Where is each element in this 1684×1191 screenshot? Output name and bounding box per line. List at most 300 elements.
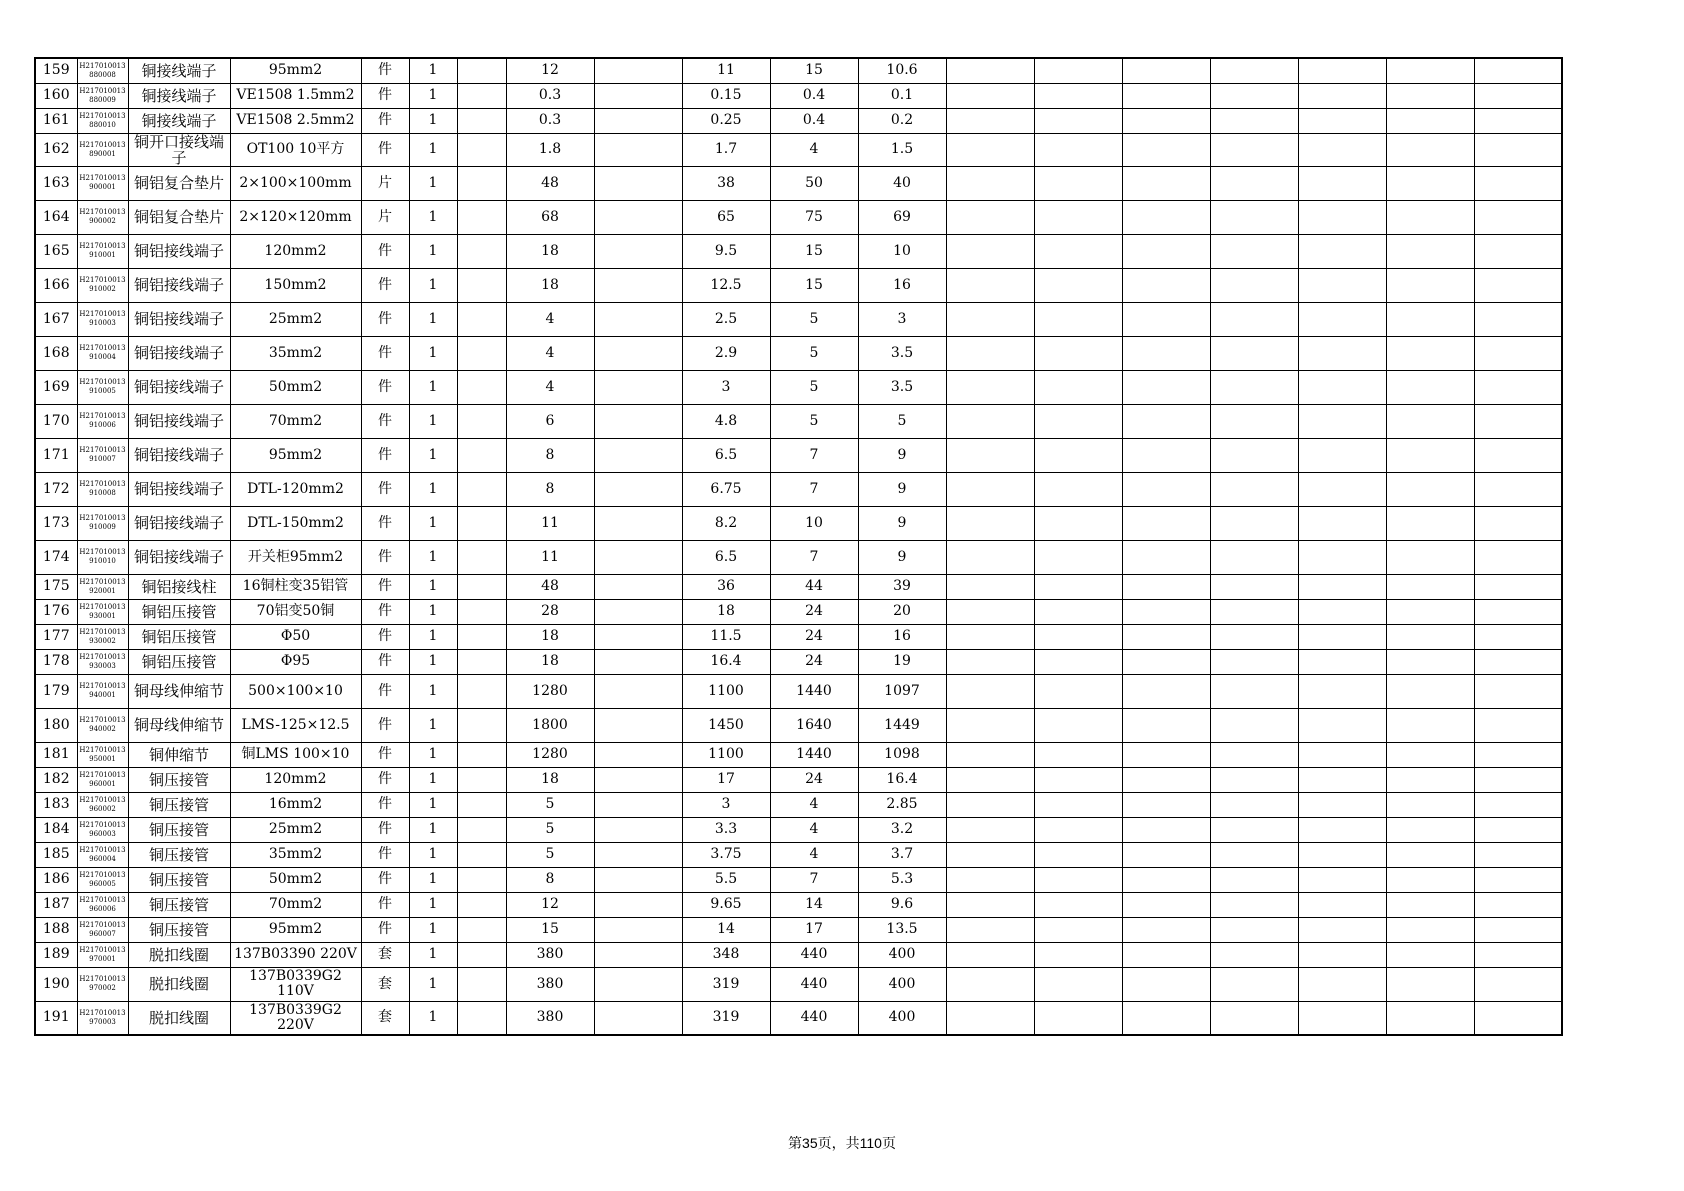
empty-cell — [1386, 767, 1474, 792]
empty-cell — [1474, 917, 1562, 942]
name-cell: 铜铝接线端子 — [128, 540, 230, 574]
empty-cell — [1122, 767, 1210, 792]
empty-cell — [594, 917, 682, 942]
price-col-4-cell: 1.7 — [682, 133, 770, 166]
price-col-6-cell: 16.4 — [858, 767, 946, 792]
empty-cell — [1210, 133, 1298, 166]
code-cell — [77, 268, 128, 302]
empty-cell — [594, 58, 682, 83]
empty-cell — [457, 540, 506, 574]
empty-cell — [1122, 234, 1210, 268]
code-cell — [77, 234, 128, 268]
spec-cell: 16铜柱变35铝管 — [230, 574, 361, 599]
price-col-4-cell: 11.5 — [682, 624, 770, 649]
price-col-2-cell: 18 — [506, 624, 594, 649]
qty-cell: 1 — [409, 649, 457, 674]
no-cell: 191 — [35, 1001, 77, 1035]
price-col-4-cell: 12.5 — [682, 268, 770, 302]
empty-cell — [1122, 166, 1210, 200]
empty-cell — [1210, 599, 1298, 624]
empty-cell — [1474, 108, 1562, 133]
price-col-6-cell: 69 — [858, 200, 946, 234]
no-cell: 187 — [35, 892, 77, 917]
empty-cell — [1386, 472, 1474, 506]
unit-cell: 件 — [361, 336, 409, 370]
spec-cell: 开关柜95mm2 — [230, 540, 361, 574]
empty-cell — [1210, 842, 1298, 867]
qty-cell: 1 — [409, 58, 457, 83]
name-cell: 铜铝接线端子 — [128, 472, 230, 506]
spec-cell: 500×100×10 — [230, 674, 361, 708]
empty-cell — [1210, 404, 1298, 438]
empty-cell — [1210, 268, 1298, 302]
empty-cell — [1122, 842, 1210, 867]
price-col-2-cell: 18 — [506, 767, 594, 792]
price-col-4-cell: 9.5 — [682, 234, 770, 268]
empty-cell — [1386, 58, 1474, 83]
price-col-4-cell: 6.75 — [682, 472, 770, 506]
empty-cell — [946, 58, 1034, 83]
price-col-5-cell: 5 — [770, 336, 858, 370]
qty-cell: 1 — [409, 234, 457, 268]
price-col-4-cell: 5.5 — [682, 867, 770, 892]
price-col-5-cell: 0.4 — [770, 108, 858, 133]
price-col-2-cell: 11 — [506, 540, 594, 574]
price-col-5-cell: 4 — [770, 133, 858, 166]
price-col-5-cell: 0.4 — [770, 83, 858, 108]
no-cell: 174 — [35, 540, 77, 574]
empty-cell — [457, 83, 506, 108]
no-cell: 176 — [35, 599, 77, 624]
empty-cell — [946, 649, 1034, 674]
name-cell: 铜铝压接管 — [128, 649, 230, 674]
code-text: H217010013910004 — [79, 344, 126, 361]
empty-cell — [1474, 336, 1562, 370]
price-col-6-cell: 9.6 — [858, 892, 946, 917]
empty-cell — [1298, 108, 1386, 133]
name-cell: 铜开口接线端子 — [128, 133, 230, 166]
code-text: H217010013970003 — [79, 1008, 126, 1026]
name-cell: 铜铝接线端子 — [128, 268, 230, 302]
code-text: H217010013880009 — [79, 86, 126, 104]
empty-cell — [1298, 942, 1386, 967]
empty-cell — [946, 574, 1034, 599]
empty-cell — [1386, 1001, 1474, 1035]
price-col-5-cell: 75 — [770, 200, 858, 234]
no-cell: 181 — [35, 742, 77, 767]
name-cell: 铜压接管 — [128, 792, 230, 817]
empty-cell — [1386, 742, 1474, 767]
unit-cell: 件 — [361, 767, 409, 792]
price-col-5-cell: 10 — [770, 506, 858, 540]
empty-cell — [1474, 200, 1562, 234]
spec-cell: Φ50 — [230, 624, 361, 649]
empty-cell — [1474, 404, 1562, 438]
empty-cell — [594, 234, 682, 268]
empty-cell — [1122, 83, 1210, 108]
empty-cell — [1122, 268, 1210, 302]
empty-cell — [946, 967, 1034, 1001]
code-cell — [77, 133, 128, 166]
price-col-4-cell: 6.5 — [682, 438, 770, 472]
empty-cell — [1122, 867, 1210, 892]
no-cell: 170 — [35, 404, 77, 438]
empty-cell — [1386, 624, 1474, 649]
code-cell — [77, 540, 128, 574]
empty-cell — [1122, 540, 1210, 574]
empty-cell — [1298, 767, 1386, 792]
empty-cell — [1386, 83, 1474, 108]
empty-cell — [946, 302, 1034, 336]
price-col-4-cell: 2.5 — [682, 302, 770, 336]
price-col-6-cell: 5.3 — [858, 867, 946, 892]
empty-cell — [1474, 867, 1562, 892]
no-cell: 167 — [35, 302, 77, 336]
price-col-5-cell: 5 — [770, 404, 858, 438]
page-footer — [0, 1133, 1684, 1153]
empty-cell — [946, 200, 1034, 234]
price-col-6-cell: 3.7 — [858, 842, 946, 867]
empty-cell — [946, 1001, 1034, 1035]
code-cell — [77, 438, 128, 472]
empty-cell — [1210, 674, 1298, 708]
unit-cell: 片 — [361, 166, 409, 200]
code-cell — [77, 404, 128, 438]
unit-cell: 件 — [361, 370, 409, 404]
empty-cell — [1298, 166, 1386, 200]
unit-cell: 件 — [361, 404, 409, 438]
no-cell: 182 — [35, 767, 77, 792]
code-cell — [77, 506, 128, 540]
empty-cell — [1210, 302, 1298, 336]
unit-cell: 件 — [361, 708, 409, 742]
empty-cell — [594, 599, 682, 624]
empty-cell — [457, 649, 506, 674]
price-col-2-cell: 48 — [506, 166, 594, 200]
price-col-5-cell: 440 — [770, 942, 858, 967]
footer-prefix: 第 — [788, 1136, 803, 1152]
empty-cell — [1474, 83, 1562, 108]
name-cell: 脱扣线圈 — [128, 1001, 230, 1035]
empty-cell — [1210, 867, 1298, 892]
empty-cell — [1034, 1001, 1122, 1035]
price-col-2-cell: 5 — [506, 792, 594, 817]
code-text: H217010013910007 — [79, 446, 126, 463]
price-col-4-cell: 3 — [682, 370, 770, 404]
code-text: H217010013960001 — [79, 770, 126, 788]
table-row — [35, 817, 1562, 842]
empty-cell — [946, 792, 1034, 817]
spec-cell: 95mm2 — [230, 917, 361, 942]
empty-cell — [946, 370, 1034, 404]
qty-cell: 1 — [409, 967, 457, 1001]
empty-cell — [594, 649, 682, 674]
price-col-4-cell: 1100 — [682, 674, 770, 708]
no-cell: 172 — [35, 472, 77, 506]
price-col-5-cell: 24 — [770, 649, 858, 674]
price-col-2-cell: 380 — [506, 1001, 594, 1035]
code-text: H217010013930002 — [79, 627, 126, 645]
code-text: H217010013910009 — [79, 514, 126, 531]
empty-cell — [1474, 817, 1562, 842]
unit-cell: 件 — [361, 892, 409, 917]
empty-cell — [946, 166, 1034, 200]
name-cell: 铜铝接线端子 — [128, 234, 230, 268]
empty-cell — [1210, 624, 1298, 649]
no-cell: 189 — [35, 942, 77, 967]
empty-cell — [1298, 708, 1386, 742]
spec-cell: 2×100×100mm — [230, 166, 361, 200]
price-col-6-cell: 10 — [858, 234, 946, 268]
no-cell: 175 — [35, 574, 77, 599]
price-col-4-cell: 3.3 — [682, 817, 770, 842]
empty-cell — [1034, 200, 1122, 234]
name-cell: 铜铝接线端子 — [128, 302, 230, 336]
empty-cell — [1386, 817, 1474, 842]
name-cell: 铜铝接线端子 — [128, 336, 230, 370]
spec-cell: 70mm2 — [230, 892, 361, 917]
empty-cell — [1034, 370, 1122, 404]
empty-cell — [1298, 842, 1386, 867]
spec-cell: 150mm2 — [230, 268, 361, 302]
unit-cell: 件 — [361, 867, 409, 892]
price-col-2-cell: 8 — [506, 472, 594, 506]
name-cell: 脱扣线圈 — [128, 942, 230, 967]
no-cell: 160 — [35, 83, 77, 108]
code-text: H217010013940002 — [79, 716, 126, 733]
empty-cell — [1210, 506, 1298, 540]
price-col-6-cell: 16 — [858, 624, 946, 649]
empty-cell — [1298, 234, 1386, 268]
unit-cell: 件 — [361, 506, 409, 540]
empty-cell — [1386, 599, 1474, 624]
empty-cell — [1034, 58, 1122, 83]
qty-cell: 1 — [409, 438, 457, 472]
price-col-2-cell: 4 — [506, 336, 594, 370]
code-text: H217010013900002 — [79, 208, 126, 225]
empty-cell — [1386, 166, 1474, 200]
price-col-6-cell: 9 — [858, 506, 946, 540]
spec-cell: 137B03390 220V — [230, 942, 361, 967]
price-col-2-cell: 12 — [506, 892, 594, 917]
empty-cell — [1298, 817, 1386, 842]
table-row — [35, 472, 1562, 506]
table-row — [35, 506, 1562, 540]
no-cell: 161 — [35, 108, 77, 133]
price-table — [34, 57, 1563, 1036]
no-cell: 159 — [35, 58, 77, 83]
name-cell: 铜铝接线柱 — [128, 574, 230, 599]
price-col-6-cell: 400 — [858, 942, 946, 967]
empty-cell — [1386, 108, 1474, 133]
empty-cell — [1386, 336, 1474, 370]
empty-cell — [457, 792, 506, 817]
name-cell: 铜母线伸缩节 — [128, 708, 230, 742]
empty-cell — [1298, 624, 1386, 649]
no-cell: 173 — [35, 506, 77, 540]
code-text: H217010013910006 — [79, 412, 126, 429]
code-text: H217010013960002 — [79, 795, 126, 813]
unit-cell: 件 — [361, 817, 409, 842]
price-col-6-cell: 3.5 — [858, 336, 946, 370]
empty-cell — [594, 108, 682, 133]
empty-cell — [594, 967, 682, 1001]
empty-cell — [594, 200, 682, 234]
empty-cell — [457, 817, 506, 842]
table-row — [35, 438, 1562, 472]
empty-cell — [1298, 574, 1386, 599]
no-cell: 183 — [35, 792, 77, 817]
empty-cell — [1298, 83, 1386, 108]
price-col-5-cell: 15 — [770, 234, 858, 268]
empty-cell — [1474, 472, 1562, 506]
price-col-4-cell: 36 — [682, 574, 770, 599]
empty-cell — [946, 268, 1034, 302]
unit-cell: 件 — [361, 234, 409, 268]
empty-cell — [946, 506, 1034, 540]
empty-cell — [1210, 1001, 1298, 1035]
empty-cell — [1210, 336, 1298, 370]
name-cell: 脱扣线圈 — [128, 967, 230, 1001]
empty-cell — [457, 268, 506, 302]
table-row — [35, 370, 1562, 404]
empty-cell — [1386, 302, 1474, 336]
unit-cell: 件 — [361, 842, 409, 867]
empty-cell — [1034, 336, 1122, 370]
price-col-2-cell: 1280 — [506, 742, 594, 767]
price-col-4-cell: 1450 — [682, 708, 770, 742]
code-cell — [77, 892, 128, 917]
empty-cell — [1386, 438, 1474, 472]
qty-cell: 1 — [409, 742, 457, 767]
qty-cell: 1 — [409, 108, 457, 133]
price-col-5-cell: 15 — [770, 268, 858, 302]
price-col-6-cell: 400 — [858, 1001, 946, 1035]
empty-cell — [1386, 268, 1474, 302]
empty-cell — [946, 942, 1034, 967]
empty-cell — [1210, 166, 1298, 200]
code-text: H217010013910005 — [79, 378, 126, 395]
no-cell: 177 — [35, 624, 77, 649]
empty-cell — [1210, 708, 1298, 742]
empty-cell — [946, 133, 1034, 166]
price-col-5-cell: 5 — [770, 302, 858, 336]
empty-cell — [1386, 917, 1474, 942]
code-text: H217010013930001 — [79, 602, 126, 620]
price-col-5-cell: 1440 — [770, 742, 858, 767]
empty-cell — [1474, 842, 1562, 867]
code-text: H217010013960005 — [79, 870, 126, 888]
qty-cell: 1 — [409, 917, 457, 942]
unit-cell: 件 — [361, 574, 409, 599]
qty-cell: 1 — [409, 867, 457, 892]
table-row — [35, 867, 1562, 892]
empty-cell — [594, 540, 682, 574]
empty-cell — [946, 917, 1034, 942]
empty-cell — [594, 867, 682, 892]
empty-cell — [594, 302, 682, 336]
code-text: H217010013960004 — [79, 845, 126, 863]
table-row — [35, 917, 1562, 942]
empty-cell — [1474, 742, 1562, 767]
no-cell: 168 — [35, 336, 77, 370]
empty-cell — [1474, 674, 1562, 708]
table-row — [35, 674, 1562, 708]
spec-cell: 70mm2 — [230, 404, 361, 438]
empty-cell — [1298, 867, 1386, 892]
table-row — [35, 336, 1562, 370]
name-cell: 铜铝压接管 — [128, 624, 230, 649]
empty-cell — [946, 336, 1034, 370]
empty-cell — [594, 942, 682, 967]
qty-cell: 1 — [409, 708, 457, 742]
empty-cell — [457, 942, 506, 967]
spec-cell: VE1508 1.5mm2 — [230, 83, 361, 108]
code-text: H217010013880008 — [79, 61, 126, 79]
empty-cell — [1474, 370, 1562, 404]
empty-cell — [594, 892, 682, 917]
empty-cell — [594, 472, 682, 506]
empty-cell — [1386, 200, 1474, 234]
empty-cell — [1298, 200, 1386, 234]
price-col-5-cell: 440 — [770, 1001, 858, 1035]
empty-cell — [1122, 674, 1210, 708]
empty-cell — [946, 540, 1034, 574]
empty-cell — [1034, 842, 1122, 867]
empty-cell — [1034, 917, 1122, 942]
no-cell: 162 — [35, 133, 77, 166]
empty-cell — [1034, 574, 1122, 599]
table-row — [35, 967, 1562, 1001]
unit-cell: 件 — [361, 58, 409, 83]
price-col-6-cell: 3.5 — [858, 370, 946, 404]
qty-cell: 1 — [409, 599, 457, 624]
empty-cell — [1298, 472, 1386, 506]
empty-cell — [1210, 942, 1298, 967]
footer-middle: 页，共 — [817, 1136, 860, 1152]
price-col-6-cell: 16 — [858, 268, 946, 302]
empty-cell — [457, 917, 506, 942]
qty-cell: 1 — [409, 892, 457, 917]
empty-cell — [457, 438, 506, 472]
empty-cell — [457, 234, 506, 268]
price-col-4-cell: 17 — [682, 767, 770, 792]
price-col-6-cell: 20 — [858, 599, 946, 624]
price-col-2-cell: 5 — [506, 842, 594, 867]
code-cell — [77, 108, 128, 133]
empty-cell — [1298, 792, 1386, 817]
empty-cell — [1386, 708, 1474, 742]
empty-cell — [1122, 200, 1210, 234]
empty-cell — [1386, 842, 1474, 867]
empty-cell — [1122, 370, 1210, 404]
price-col-5-cell: 24 — [770, 599, 858, 624]
price-col-5-cell: 7 — [770, 540, 858, 574]
empty-cell — [1474, 438, 1562, 472]
table-row — [35, 133, 1562, 166]
empty-cell — [1122, 708, 1210, 742]
unit-cell: 套 — [361, 1001, 409, 1035]
qty-cell: 1 — [409, 1001, 457, 1035]
empty-cell — [1122, 742, 1210, 767]
empty-cell — [594, 708, 682, 742]
table-row — [35, 742, 1562, 767]
spec-cell: Φ95 — [230, 649, 361, 674]
spec-cell: 95mm2 — [230, 58, 361, 83]
empty-cell — [1386, 967, 1474, 1001]
code-text: H217010013910003 — [79, 310, 126, 327]
price-col-6-cell: 9 — [858, 472, 946, 506]
